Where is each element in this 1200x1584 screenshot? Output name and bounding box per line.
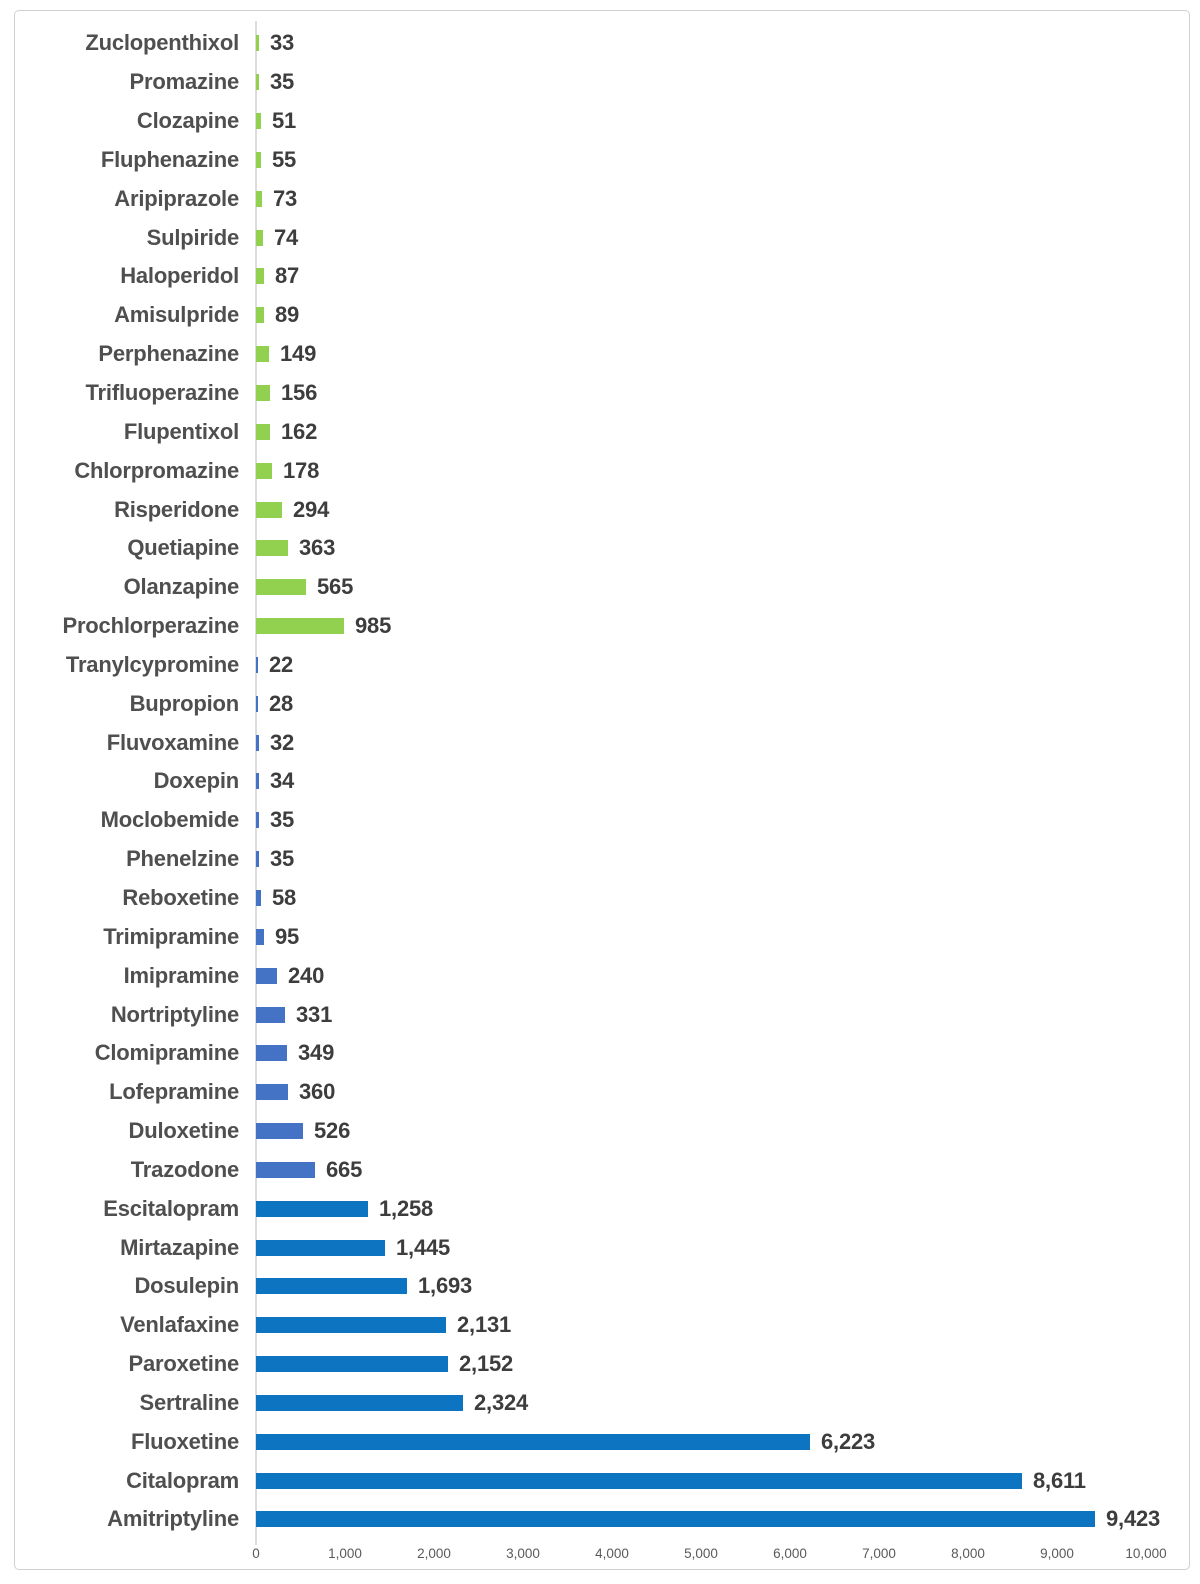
category-label: Trimipramine <box>103 923 239 949</box>
bar <box>256 1395 463 1411</box>
bar-track <box>256 646 1189 685</box>
value-label: 565 <box>317 574 354 600</box>
chart-row <box>15 1189 1189 1228</box>
chart-row <box>15 1228 1189 1267</box>
value-label: 240 <box>288 962 325 988</box>
bar <box>256 191 262 207</box>
bar-track <box>256 1073 1189 1112</box>
chart-row <box>15 1073 1189 1112</box>
bar <box>256 1511 1095 1527</box>
bar <box>256 230 263 246</box>
bar-track <box>256 179 1189 218</box>
bar <box>256 618 344 634</box>
bar <box>256 1317 446 1333</box>
bar-track <box>256 1500 1189 1539</box>
category-label: Chlorpromazine <box>74 457 239 483</box>
value-label: 28 <box>269 690 294 716</box>
value-label: 51 <box>272 108 297 134</box>
chart-row <box>15 1422 1189 1461</box>
category-label: Mirtazapine <box>120 1234 239 1260</box>
category-label: Aripiprazole <box>114 185 239 211</box>
bar <box>256 812 259 828</box>
chart-row <box>15 179 1189 218</box>
category-label: Venlafaxine <box>120 1312 239 1338</box>
chart-row <box>15 490 1189 529</box>
bar <box>256 890 261 906</box>
chart-row <box>15 801 1189 840</box>
chart-row <box>15 762 1189 801</box>
chart-row <box>15 24 1189 63</box>
chart-row <box>15 1384 1189 1423</box>
category-label: Dosulepin <box>134 1273 239 1299</box>
value-label: 1,693 <box>418 1273 473 1299</box>
category-label: Reboxetine <box>122 884 239 910</box>
chart-row <box>15 257 1189 296</box>
bar-track <box>256 412 1189 451</box>
value-label: 34 <box>270 768 295 794</box>
bar-track <box>256 723 1189 762</box>
category-label: Sertraline <box>139 1389 239 1415</box>
category-label: Paroxetine <box>128 1351 239 1377</box>
bar <box>256 463 272 479</box>
value-label: 87 <box>275 263 300 289</box>
chart-row <box>15 607 1189 646</box>
category-label: Perphenazine <box>98 341 239 367</box>
category-label: Fluphenazine <box>100 146 239 172</box>
bar <box>256 773 259 789</box>
chart-row <box>15 141 1189 180</box>
x-axis-tick-label: 1,000 <box>328 1546 362 1561</box>
chart-row <box>15 840 1189 879</box>
bar-track <box>256 801 1189 840</box>
chart-row <box>15 684 1189 723</box>
chart-row <box>15 1306 1189 1345</box>
category-label: Zuclopenthixol <box>85 30 239 56</box>
bar <box>256 1201 368 1217</box>
value-label: 360 <box>299 1079 336 1105</box>
category-label: Moclobemide <box>100 807 239 833</box>
value-label: 349 <box>298 1040 335 1066</box>
bar-track <box>256 1112 1189 1151</box>
value-label: 73 <box>273 185 298 211</box>
plot-area <box>15 24 1189 1539</box>
bar <box>256 1162 315 1178</box>
value-label: 178 <box>283 457 320 483</box>
bar-track <box>256 24 1189 63</box>
category-label: Clomipramine <box>94 1040 239 1066</box>
bar <box>256 579 306 595</box>
value-label: 74 <box>274 224 299 250</box>
bar-track <box>256 1345 1189 1384</box>
bar-track <box>256 762 1189 801</box>
bar-track <box>256 1306 1189 1345</box>
bar <box>256 346 269 362</box>
value-label: 1,445 <box>396 1234 451 1260</box>
value-label: 32 <box>270 729 295 755</box>
chart-row <box>15 956 1189 995</box>
value-label: 2,152 <box>459 1351 514 1377</box>
x-axis-tick-label: 0 <box>252 1546 260 1561</box>
chart-row <box>15 1345 1189 1384</box>
bar <box>256 540 288 556</box>
chart-row <box>15 529 1189 568</box>
chart-row <box>15 296 1189 335</box>
value-label: 35 <box>270 846 295 872</box>
chart-card <box>14 10 1190 1570</box>
value-label: 6,223 <box>821 1428 876 1454</box>
bar-track <box>256 1034 1189 1073</box>
bar-track <box>256 956 1189 995</box>
chart-row <box>15 374 1189 413</box>
chart-row <box>15 1034 1189 1073</box>
category-label: Trazodone <box>130 1156 239 1182</box>
value-label: 35 <box>270 69 295 95</box>
value-label: 2,131 <box>457 1312 512 1338</box>
value-label: 665 <box>326 1156 363 1182</box>
value-label: 58 <box>272 884 297 910</box>
bar-track <box>256 102 1189 141</box>
bar-track <box>256 607 1189 646</box>
bar-track <box>256 63 1189 102</box>
bar-track <box>256 879 1189 918</box>
category-label: Imipramine <box>123 962 239 988</box>
category-label: Amisulpride <box>114 302 239 328</box>
value-label: 9,423 <box>1106 1506 1161 1532</box>
bar <box>256 968 277 984</box>
x-axis-tick-label: 5,000 <box>684 1546 718 1561</box>
value-label: 55 <box>272 146 297 172</box>
category-label: Trifluoperazine <box>85 380 239 406</box>
bar <box>256 1434 810 1450</box>
category-label: Prochlorperazine <box>62 613 239 639</box>
chart-row <box>15 1150 1189 1189</box>
bar-track <box>256 1384 1189 1423</box>
bar-track <box>256 995 1189 1034</box>
bar <box>256 268 264 284</box>
chart-row <box>15 412 1189 451</box>
value-label: 294 <box>293 496 330 522</box>
x-axis-tick-label: 6,000 <box>773 1546 807 1561</box>
category-label: Fluvoxamine <box>106 729 239 755</box>
bar <box>256 696 258 712</box>
bar-track <box>256 840 1189 879</box>
bar-track <box>256 1150 1189 1189</box>
bar <box>256 1084 288 1100</box>
bar <box>256 152 261 168</box>
value-label: 526 <box>314 1118 351 1144</box>
value-label: 1,258 <box>379 1195 434 1221</box>
value-label: 22 <box>269 651 294 677</box>
category-label: Phenelzine <box>126 846 239 872</box>
bar-track <box>256 451 1189 490</box>
x-axis-tick-label: 10,000 <box>1125 1546 1167 1561</box>
bar-track <box>256 257 1189 296</box>
bar-track <box>256 1422 1189 1461</box>
category-label: Quetiapine <box>127 535 239 561</box>
bar <box>256 502 282 518</box>
bar <box>256 1473 1022 1489</box>
category-label: Lofepramine <box>109 1079 239 1105</box>
category-label: Citalopram <box>126 1467 239 1493</box>
chart-row <box>15 646 1189 685</box>
bar <box>256 1240 385 1256</box>
category-label: Clozapine <box>136 108 239 134</box>
chart-row <box>15 568 1189 607</box>
bar-track <box>256 218 1189 257</box>
bar-track <box>256 1189 1189 1228</box>
chart-row <box>15 1112 1189 1151</box>
x-axis-tick-label: 9,000 <box>1040 1546 1074 1561</box>
bar-track <box>256 141 1189 180</box>
bar <box>256 929 264 945</box>
x-axis-tick-label: 3,000 <box>506 1546 540 1561</box>
category-label: Flupentixol <box>123 418 239 444</box>
bar <box>256 657 258 673</box>
chart-row <box>15 63 1189 102</box>
chart-row <box>15 879 1189 918</box>
category-label: Escitalopram <box>103 1195 239 1221</box>
value-label: 2,324 <box>474 1389 529 1415</box>
value-label: 33 <box>270 30 295 56</box>
bar-track <box>256 335 1189 374</box>
value-label: 331 <box>296 1001 333 1027</box>
bar-track <box>256 529 1189 568</box>
x-axis-tick-label: 7,000 <box>862 1546 896 1561</box>
chart-row <box>15 1461 1189 1500</box>
category-label: Promazine <box>129 69 239 95</box>
value-label: 156 <box>281 380 318 406</box>
chart-row <box>15 335 1189 374</box>
x-axis-tick-label: 8,000 <box>951 1546 985 1561</box>
chart-row <box>15 1500 1189 1539</box>
bar <box>256 35 259 51</box>
category-label: Duloxetine <box>128 1118 239 1144</box>
bar <box>256 307 264 323</box>
bar-track <box>256 917 1189 956</box>
bar <box>256 735 259 751</box>
bar <box>256 74 259 90</box>
bar-track <box>256 490 1189 529</box>
chart-row <box>15 218 1189 257</box>
value-label: 363 <box>299 535 336 561</box>
chart-row <box>15 995 1189 1034</box>
category-label: Olanzapine <box>123 574 239 600</box>
chart-row <box>15 723 1189 762</box>
bar-track <box>256 296 1189 335</box>
value-label: 985 <box>355 613 392 639</box>
bar-track <box>256 1267 1189 1306</box>
x-axis-tick-label: 4,000 <box>595 1546 629 1561</box>
category-label: Amitriptyline <box>107 1506 239 1532</box>
bar <box>256 1123 303 1139</box>
bar-track <box>256 568 1189 607</box>
bar <box>256 1278 407 1294</box>
bar-track <box>256 684 1189 723</box>
category-label: Nortriptyline <box>110 1001 239 1027</box>
value-label: 8,611 <box>1033 1467 1086 1493</box>
bar-track <box>256 1461 1189 1500</box>
bar <box>256 1007 285 1023</box>
bar-track <box>256 1228 1189 1267</box>
bar <box>256 1356 448 1372</box>
category-label: Haloperidol <box>120 263 239 289</box>
bar <box>256 1045 287 1061</box>
category-label: Bupropion <box>129 690 239 716</box>
chart-row <box>15 451 1189 490</box>
bar <box>256 385 270 401</box>
chart-row <box>15 1267 1189 1306</box>
bar <box>256 424 270 440</box>
category-label: Tranylcypromine <box>65 651 239 677</box>
bar <box>256 113 261 129</box>
x-axis-tick-label: 2,000 <box>417 1546 451 1561</box>
chart-row <box>15 102 1189 141</box>
category-label: Risperidone <box>114 496 239 522</box>
value-label: 95 <box>275 923 300 949</box>
category-label: Sulpiride <box>146 224 239 250</box>
value-label: 35 <box>270 807 295 833</box>
category-label: Doxepin <box>153 768 239 794</box>
bar-track <box>256 374 1189 413</box>
value-label: 89 <box>275 302 300 328</box>
x-axis <box>252 1546 1189 1566</box>
chart-row <box>15 917 1189 956</box>
value-label: 149 <box>280 341 317 367</box>
category-label: Fluoxetine <box>130 1428 239 1454</box>
value-label: 162 <box>281 418 318 444</box>
bar <box>256 851 259 867</box>
